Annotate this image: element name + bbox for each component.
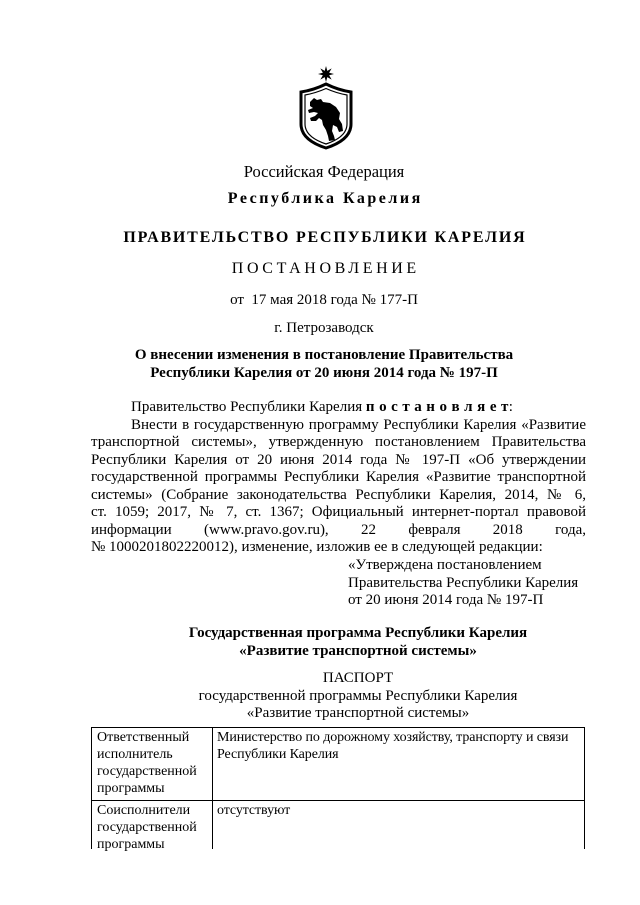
republic-name: Республика Карелия [227, 190, 423, 207]
passport-subtitle-line: «Развитие транспортной системы» [246, 705, 470, 721]
table-cell-value: отсутствуют [217, 803, 291, 818]
body-line: транспортной системы», утвержденную постановлением Правительства [91, 434, 586, 450]
body-line: Республики Карелия от 20 июня 2014 года № 197-П «Об утверждении [91, 451, 586, 468]
star-icon [318, 66, 334, 82]
approval-line: Правительства Республики Карелия [348, 574, 579, 591]
approval-line: от 20 июня 2014 года № 197-П [348, 592, 544, 608]
body-line: системы» (Собрание законодательства Республики Карелия, 2014, № 6, [91, 486, 586, 503]
body-line: информации (www.pravo.gov.ru), 22 февраля 2018 года, [91, 521, 586, 538]
approval-stamp-text [348, 557, 598, 610]
document-title-line: О внесении изменения в постановление Правительства [134, 347, 514, 363]
program-title-line: Государственная программа Республики Карелия [188, 625, 528, 641]
passport-heading-block [130, 670, 586, 723]
table-cell-label: Ответственный исполнитель государственной программы [92, 728, 213, 800]
table-row [91, 727, 585, 800]
country-name: Российская Федерация [243, 162, 405, 181]
preamble-end: : [508, 399, 513, 415]
document-city: г. Петрозаводск [274, 320, 374, 336]
passport-table [91, 727, 585, 852]
body-line: государственной программы Республики Карелия «Развитие транспортной [91, 469, 586, 485]
body-line: Внести в государственную программу Республики Карелия «Развитие [131, 416, 586, 433]
body-line: № 1000201802220012), изменение, изложив ее в следующей редакции: [91, 539, 543, 555]
document-title [91, 346, 557, 382]
document-title-line: Республики Карелия от 20 июня 2014 года № 197-П [150, 365, 498, 381]
approval-line: «Утверждена постановлением [348, 557, 542, 573]
passport-heading: ПАСПОРТ [322, 670, 394, 686]
coat-of-arms-emblem [296, 62, 356, 150]
table-cell-value: Министерство по дорожному хозяйству, транспорту и связи Республики Карелия [217, 730, 569, 762]
document-type: ПОСТАНОВЛЕНИЕ [231, 260, 420, 277]
table-row [91, 800, 585, 852]
preamble-subject: Правительство Республики Карелия [131, 399, 363, 415]
table-cell-label: Соисполнители государственной программы [92, 801, 213, 849]
preamble-verb: п о с т а н о в л я е т [365, 399, 509, 415]
government-name: ПРАВИТЕЛЬСТВО РЕСПУБЛИКИ КАРЕЛИЯ [123, 229, 527, 246]
document-date-number: от 17 мая 2018 года № 177-П [230, 292, 418, 308]
program-title-line: «Развитие транспортной системы» [239, 642, 477, 659]
body-line: ст. 1059; 2017, № 7, ст. 1367; Официальный интернет-портал правовой [91, 504, 586, 520]
preamble [91, 399, 586, 417]
passport-subtitle-line: государственной программы Республики Карелия [198, 687, 518, 704]
program-title [130, 625, 586, 660]
document-body [91, 399, 586, 557]
